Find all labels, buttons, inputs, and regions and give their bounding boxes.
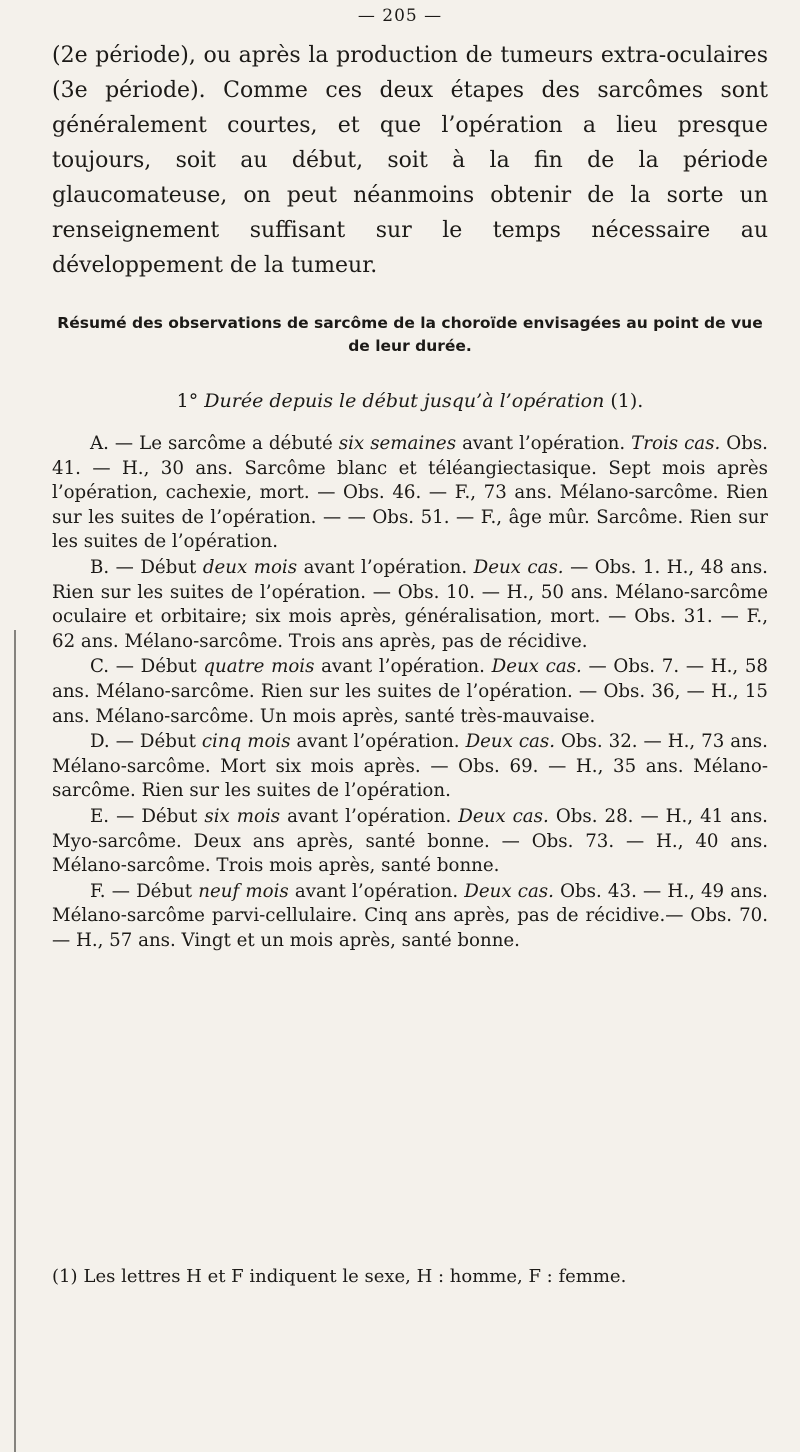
observation-entry-e [52,805,768,879]
observation-entry-f [52,880,768,954]
entry-label: C. — [90,656,134,678]
entry-duration: quatre mois [203,656,315,678]
section-number: 1° [176,390,199,412]
footnote-ref: (1) [52,1266,78,1287]
entry-body: Obs. 32. — H., 73 ans. Mélano-sarcôme. Mort six mois après. — Obs. 69. — H., 35 ans. Mélano-sarcôme. Rien sur les suites de l’opération. [52,731,768,802]
entry-body: Obs. 28. — H., 41 ans. Myo-sarcôme. Deux ans après, santé bonne. — Obs. 73. — H., 40 ans. Mélano-sarcôme. Trois mois après, santé bonne. [52,805,768,877]
observation-entry-c [52,655,768,729]
entry-duration: six semaines [338,433,457,454]
entry-label: E. — [90,805,135,827]
entry-label: D. — [90,731,134,753]
footnote-text: Les lettres H et F indiquent le sexe, H : homme, F : femme. [83,1266,627,1287]
observation-entry-d [52,730,768,804]
entry-after-duration: avant l’opération. [287,805,452,827]
entry-lead: Début [140,656,197,678]
observation-entry-a [52,432,768,555]
entry-lead: Le sarcôme a débuté [139,433,333,454]
entry-after-duration: avant l’opération. [462,433,626,454]
entry-cases: Deux cas. [458,805,549,827]
entry-body: — Obs. 7. — H., 58 ans. Mélano-sarcôme. Rien sur les suites de l’opération. — Obs. 36, — H., 15 ans. Mélano-sarcôme. Un mois après, santé très-mauvaise. [52,656,768,727]
entry-after-duration: avant l’opération. [303,556,468,578]
entry-lead: Début [141,805,198,827]
section-title: Durée depuis le début jusqu’à l’opération [204,390,605,412]
entry-duration: six mois [204,805,281,827]
entry-body: Obs. 43. — H., 49 ans. Mélano-sarcôme parvi-cellulaire. Cinq ans après, pas de récidive.— Obs. 70. — H., 57 ans. Vingt et un mois après, santé bonne. [52,880,768,951]
entry-after-duration: avant l’opération. [294,880,459,902]
section-heading [52,390,768,412]
section-note-ref: (1). [610,390,644,412]
entry-label: B. — [90,556,134,578]
entry-duration: neuf mois [198,880,289,902]
entry-label: A. — [90,433,134,454]
entry-body: — Obs. 1. H., 48 ans. Rien sur les suites de l’opération. — Obs. 10. — H., 50 ans. Mélano-sarcôme oculaire et orbitaire; six mois après, généralisation, mort. — Obs. 31. — F., 62 ans. Mélano-sarcôme. Trois ans après, pas de récidive. [52,556,768,652]
entry-cases: Deux cas. [464,880,554,902]
intro-paragraph: (2e période), ou après la production de tumeurs extra-oculaires (3e période). Comme ces deux étapes des sarcômes sont généralement courtes, et que l’opération a lieu presque toujours, soit au début, soit à la fin de la période glaucomateuse, on peut néanmoins obtenir de la sorte un renseignement suffisant sur le temps nécessaire au développement de la tumeur. [52,43,768,278]
entry-cases: Deux cas. [465,731,556,753]
entry-lead: Début [140,556,197,578]
entry-cases: Trois cas. [631,433,721,454]
observation-entry-b [52,556,768,654]
page-edge-line [14,630,16,1452]
summary-heading: Résumé des observations de sarcôme de la choroïde envisagées au point de vue de leur durée. [57,314,763,355]
entry-cases: Deux cas. [491,656,582,678]
entry-label: F. — [90,880,130,902]
entry-lead: Début [139,731,196,753]
entry-cases: Deux cas. [473,556,564,578]
footnote [52,1265,768,1289]
entry-after-duration: avant l’opération. [321,656,485,678]
entry-duration: cinq mois [201,731,291,753]
entry-duration: deux mois [202,556,298,578]
entry-body: Obs. 41. — H., 30 ans. Sarcôme blanc et téléangiectasique. Sept mois après l’opération, cachexie, mort. — Obs. 46. — F., 73 ans. Mélano-sarcôme. Rien sur les suites de l’opération. — — Obs. 51. — F., âge mûr. Sarcôme. Rien sur les suites de l’opération. [52,433,768,553]
entry-after-duration: avant l’opération. [296,731,460,753]
page-number: — 205 — [357,6,443,26]
entry-lead: Début [136,880,193,902]
observation-list [52,432,768,954]
